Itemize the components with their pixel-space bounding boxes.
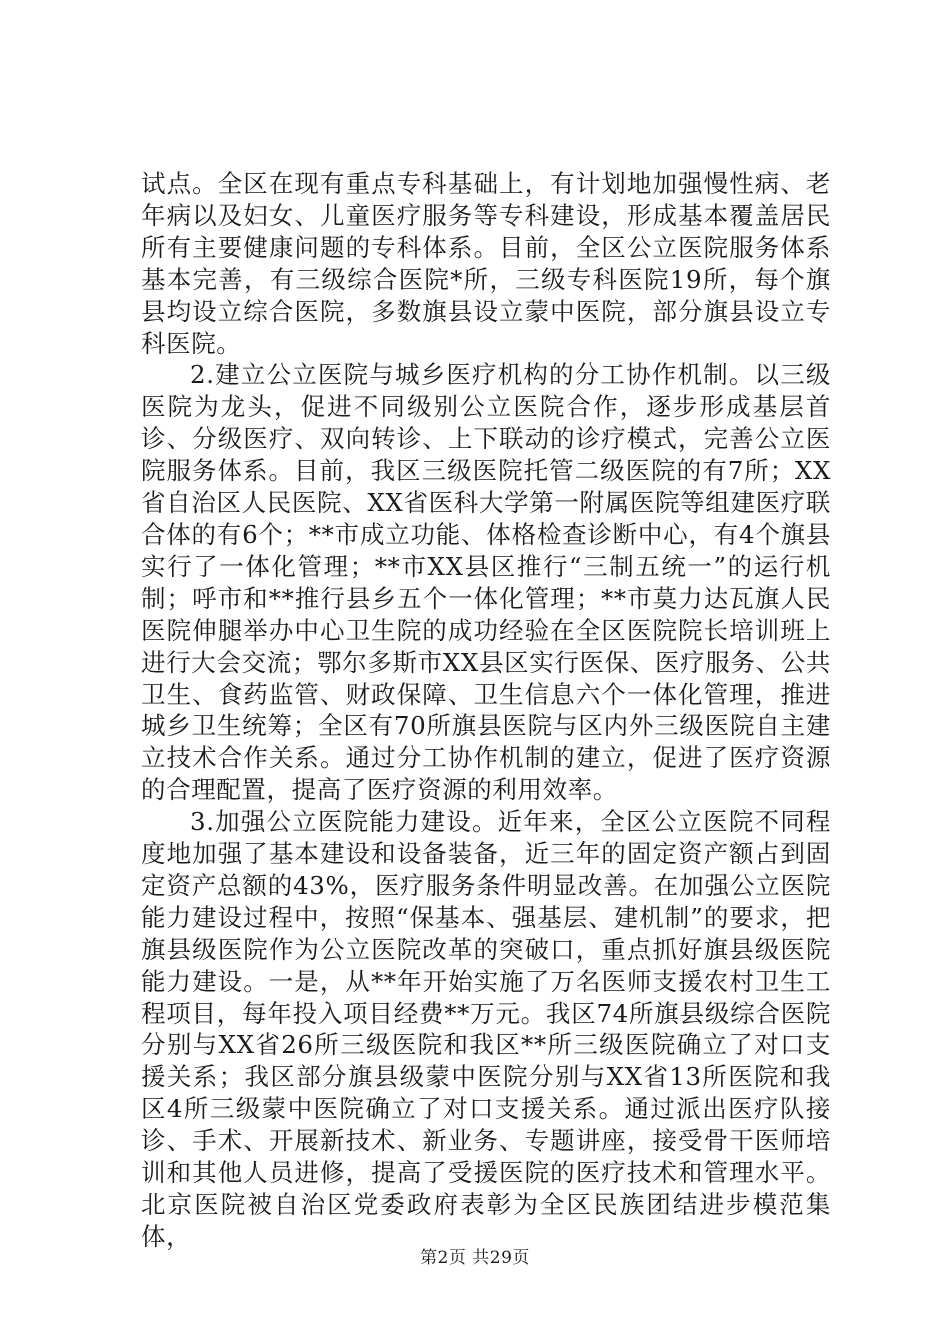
paragraph-capacity-building: 3.加强公立医院能力建设。近年来，全区公立医院不同程度地加强了基本建设和设备装备，近三年的固定资产额占到固定资产总额的43%，医疗服务条件明显改善。在加强公立医院能力建设过程中，按照“保基本、强基层、建机制”的要求，把旗县级医院作为公立医院改革的突破口，重点抓好旗县级医院能力建设。一是，从**年开始实施了万名医师支援农村卫生工程项目，每年投入项目经费**万元。我区74所旗县级综合医院分别与XX省26所三级医院和我区**所三级医院确立了对口支援关系；我区部分旗县级蒙中医院分别与XX省13所医院和我区4所三级蒙中医院确立了对口支援关系。通过派出医疗队接诊、手术、开展新技术、新业务、专题讲座，接受骨干医师培训和其他人员进修，提高了受援医院的医疗技术和管理水平。北京医院被自治区党委政府表彰为全区民族团结进步模范集体， bbox=[141, 807, 831, 1251]
paragraph-continuation: 试点。全区在现有重点专科基础上，有计划地加强慢性病、老年病以及妇女、儿童医疗服务等专科建设，形成基本覆盖居民所有主要健康问题的专科体系。目前，全区公立医院服务体系基本完善，有三级综合医院*所，三级专科医院19所，每个旗县均设立综合医院，多数旗县设立蒙中医院，部分旗县设立专科医院。 bbox=[141, 169, 831, 358]
page-number-footer: 第2页 共29页 bbox=[420, 1248, 530, 1268]
document-body bbox=[141, 168, 831, 1253]
paragraph-division-of-labor: 2.建立公立医院与城乡医疗机构的分工协作机制。以三级医院为龙头，促进不同级别公立医院合作，逐步形成基层首诊、分级医疗、双向转诊、上下联动的诊疗模式，完善公立医院服务体系。目前，我区三级医院托管二级医院的有7所；XX省自治区人民医院、XX省医科大学第一附属医院等组建医疗联合体的有6个；**市成立功能、体格检查诊断中心，有4个旗县实行了一体化管理；**市XX县区推行“三制五统一”的运行机制；呼市和**推行县乡五个一体化管理；**市莫力达瓦旗人民医院伸腿举办中心卫生院的成功经验在全区医院院长培训班上进行大会交流；鄂尔多斯市XX县区实行医保、医疗服务、公共卫生、食药监管、财政保障、卫生信息六个一体化管理，推进城乡卫生统筹；全区有70所旗县医院与区内外三级医院自主建立技术合作关系。通过分工协作机制的建立，促进了医疗资源的合理配置，提高了医疗资源的利用效率。 bbox=[141, 360, 831, 805]
